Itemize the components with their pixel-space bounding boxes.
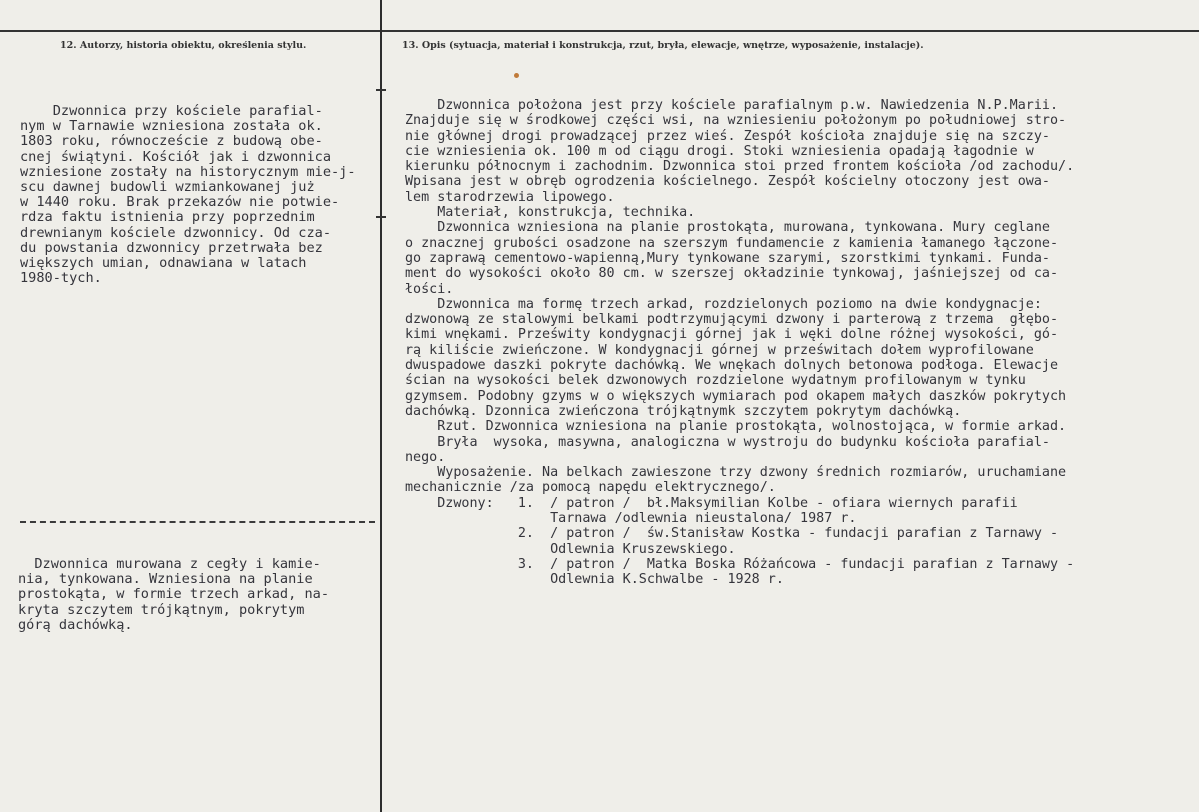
text-line: górą dachówką. bbox=[18, 616, 133, 633]
text-line: Materiał, konstrukcja, technika. bbox=[405, 205, 696, 221]
text-line: dachówką. Dzonnica zwieńczona trójkątnymk szczytem pokrytym dachówką. bbox=[405, 403, 962, 419]
text-line: drewnianym kościele dzwonnicy. Od cza- bbox=[20, 224, 331, 241]
text-line: rdza faktu istnienia przy poprzednim bbox=[20, 209, 315, 226]
text-line: ścian na wysokości belek dzwonowych rozdzielone wydatnym profilowanym w tynku bbox=[405, 373, 1026, 389]
text-line: nia, tynkowana. Wzniesiona na planie bbox=[18, 571, 313, 588]
section-header-13: 13. Opis (sytuacja, materiał i konstrukcja, rzut, bryła, elewacje, wnętrze, wyposażenie, instalacje). bbox=[402, 40, 924, 51]
text-line: Rzut. Dzwonnica wzniesiona na planie prostokąta, wolnostojąca, w formie arkad. bbox=[405, 419, 1067, 435]
text-line: cie wzniesienia ok. 100 m od ciągu drogi. Stoki wzniesienia opadają łagodnie w bbox=[405, 143, 1034, 159]
description-text bbox=[405, 98, 1074, 588]
text-line: du powstania dzwonnicy przetrwała bez bbox=[20, 239, 323, 256]
text-line: w 1440 roku. Brak przekazów nie potwie- bbox=[20, 194, 340, 211]
text-line: wzniesione zostały na historycznym mie-j- bbox=[20, 163, 356, 180]
text-line: kierunku północnym i zachodnim. Dzwonnica stoi przed frontem kościoła /od zachodu/. bbox=[405, 159, 1075, 175]
text-line: go zaprawą cementowo-wapienną,Mury tynkowane szarymi, szorstkimi tynkami. Funda- bbox=[405, 250, 1050, 266]
text-line: Odlewnia Kruszewskiego. bbox=[405, 541, 736, 557]
text-line: dwuspadowe daszki pokryte dachówką. We wnękach dolnych betonowa podłoga. Elewacje bbox=[405, 358, 1059, 374]
text-line: łości. bbox=[405, 281, 454, 297]
text-line: większych umian, odnawiana w latach bbox=[20, 255, 307, 272]
text-line: Bryła wysoka, masywna, analogiczna w wystroju do budynku kościoła parafial- bbox=[405, 434, 1050, 450]
text-line: kimi wnękami. Prześwity kondygnacji górnej jak i węki dolne różnej wysokości, gó- bbox=[405, 327, 1059, 343]
text-line: cnej świątyni. Kościół jak i dzwonnica bbox=[20, 148, 331, 165]
divider-tick bbox=[376, 89, 386, 91]
text-line: gzymsem. Podobny gzyms w o większych wymiarach pod okapem małych daszków pokrytych bbox=[405, 388, 1067, 404]
column-divider bbox=[380, 0, 382, 812]
text-line: Znajduje się w środkowej części wsi, na wzniesieniu położonym po południowej stro- bbox=[405, 113, 1067, 129]
text-line: Dzwonnica położona jest przy kościele parafialnym p.w. Nawiedzenia N.P.Marii. bbox=[405, 98, 1059, 113]
text-line: Odlewnia K.Schwalbe - 1928 r. bbox=[405, 572, 784, 588]
text-line: Tarnawa /odlewnia nieustalona/ 1987 r. bbox=[405, 511, 857, 527]
text-line: Dzwonnica przy kościele parafial- bbox=[20, 103, 323, 119]
text-line: 1803 roku, równoczeście z budową obe- bbox=[20, 133, 323, 150]
text-line: nego. bbox=[405, 449, 446, 465]
text-line: 1980-tych. bbox=[20, 270, 102, 287]
divider-tick bbox=[376, 216, 386, 218]
section-header-12: 12. Autorzy, historia obiektu, określenia stylu. bbox=[60, 40, 307, 51]
paper-mark bbox=[514, 73, 519, 78]
top-rule bbox=[0, 30, 1199, 32]
dashed-separator bbox=[20, 521, 375, 523]
history-text bbox=[20, 104, 356, 286]
text-line: Dzwony: 1. / patron / bł.Maksymilian Kolbe - ofiara wiernych parafii bbox=[405, 495, 1018, 511]
text-line: nym w Tarnawie wzniesiona została ok. bbox=[20, 118, 323, 135]
text-line: rą kiliście zwieńczone. W kondygnacji górnej w prześwitach dołem wyprofilowane bbox=[405, 342, 1034, 358]
text-line: Dzwonnica murowana z cegły i kamie- bbox=[18, 556, 321, 572]
text-line: dzwonową ze stalowymi belkami podtrzymującymi dzwony i parterową z trzema głębo- bbox=[405, 312, 1059, 328]
text-line: scu dawnej budowli wzmiankowanej już bbox=[20, 179, 315, 196]
text-line: o znacznej grubości osadzone na szerszym fundamencie z kamienia łamanego łączone- bbox=[405, 235, 1059, 251]
text-line: 2. / patron / św.Stanisław Kostka - fundacji parafian z Tarnawy - bbox=[405, 526, 1059, 542]
text-line: prostokąta, w formie trzech arkad, na- bbox=[18, 586, 329, 603]
short-description-text bbox=[18, 557, 329, 633]
text-line: nie głównej drogi prowadzącej przez wieś. Zespół kościoła znajduje się na szczy- bbox=[405, 128, 1050, 144]
text-line: mechanicznie /za pomocą napędu elektrycznego/. bbox=[405, 480, 776, 496]
text-line: 3. / patron / Matka Boska Różańcowa - fundacji parafian z Tarnawy - bbox=[405, 556, 1075, 572]
text-line: Wyposażenie. Na belkach zawieszone trzy dzwony średnich rozmiarów, uruchamiane bbox=[405, 465, 1067, 481]
text-line: Wpisana jest w obręb ogrodzenia kościelnego. Zespół kościelny otoczony jest owa- bbox=[405, 174, 1050, 190]
text-line: Dzwonnica ma formę trzech arkad, rozdzielonych poziomo na dwie kondygnacje: bbox=[405, 296, 1042, 312]
text-line: kryta szczytem trójkątnym, pokrytym bbox=[18, 601, 305, 618]
text-line: lem starodrzewia lipowego. bbox=[405, 189, 615, 205]
text-line: ment do wysokości około 80 cm. w szerszej okładzinie tynkowaj, jaśniejszej od ca- bbox=[405, 266, 1059, 282]
text-line: Dzwonnica wzniesiona na planie prostokąta, murowana, tynkowana. Mury ceglane bbox=[405, 220, 1050, 236]
